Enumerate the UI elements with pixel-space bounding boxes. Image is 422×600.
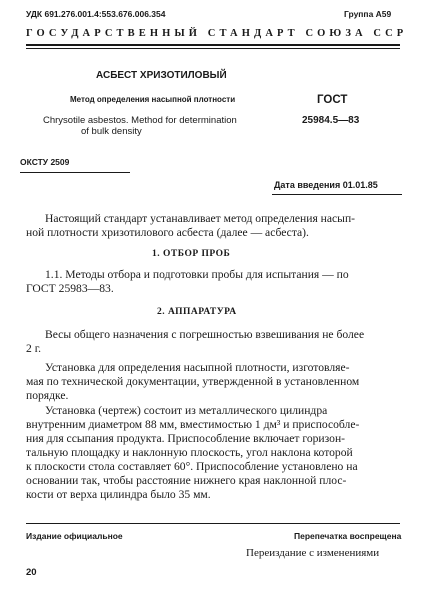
- udk-code: УДК 691.276.001.4:553.676.006.354: [26, 9, 166, 19]
- method-subtitle: Метод определения насыпной плотности: [70, 95, 236, 104]
- section2-line: мая по технической документации, утвержденной в установленном: [26, 375, 360, 388]
- effective-date: Дата введения 01.01.85: [274, 180, 378, 190]
- group-code: Группа А59: [344, 9, 392, 19]
- section2-line: основании так, чтобы расстояние нижнего края наклонной плос-: [26, 474, 347, 487]
- section2-line: порядке.: [26, 389, 69, 402]
- document-title: АСБЕСТ ХРИЗОТИЛОВЫЙ: [96, 70, 227, 81]
- page-number: 20: [26, 567, 37, 578]
- footer-rule: [26, 523, 400, 524]
- okstu-code: ОКСТУ 2509: [20, 157, 70, 167]
- section2-line: Весы общего назначения с погрешностью взвешивания не более: [45, 328, 365, 341]
- gost-number: 25984.5—83: [302, 115, 360, 126]
- section2-line: Установка (чертеж) состоит из металлического цилиндра: [45, 404, 328, 417]
- reissue-label: Переиздание с изменениями: [246, 547, 380, 559]
- effective-date-rule: [272, 194, 402, 195]
- section2-line: кости от верха цилиндра было 35 мм.: [26, 488, 211, 501]
- header-rule-thick: [26, 44, 400, 46]
- section2-line: 2 г.: [26, 342, 42, 355]
- section2-heading: 2. АППАРАТУРА: [157, 307, 237, 317]
- okstu-rule: [20, 172, 130, 173]
- reprint-prohibited-label: Перепечатка воспрещена: [294, 531, 402, 541]
- english-title-line1: Chrysotile asbestos. Method for determination: [43, 115, 237, 126]
- section1-clause-line2: ГОСТ 25983—83.: [26, 282, 114, 295]
- section2-line: к плоскости стола составляет 60°. Приспособление установлено на: [26, 460, 358, 473]
- english-title-line2: of bulk density: [81, 126, 142, 137]
- official-edition-label: Издание официальное: [26, 531, 123, 541]
- header-rule-thin: [26, 48, 400, 49]
- section2-line: тальную площадку и наклонную плоскость, угол наклона которой: [26, 446, 353, 459]
- section2-line: ния для ссыпания продукта. Приспособление включает горизон-: [26, 432, 346, 445]
- section2-line: Установка для определения насыпной плотности, изготовляе-: [45, 361, 350, 374]
- gost-label: ГОСТ: [317, 94, 348, 106]
- intro-line1: Настоящий стандарт устанавливает метод определения насып-: [45, 212, 356, 225]
- section2-line: внутренним диаметром 88 мм, вместимостью 1 дм³ и приспособле-: [26, 418, 360, 431]
- section1-clause-line1: 1.1. Методы отбора и подготовки пробы для испытания — по: [45, 268, 349, 281]
- section1-heading: 1. ОТБОР ПРОБ: [152, 249, 231, 259]
- state-standard-banner: ГОСУДАРСТВЕННЫЙ СТАНДАРТ СОЮЗА ССР: [26, 28, 408, 39]
- intro-line2: ной плотности хризотилового асбеста (далее — асбеста).: [26, 226, 309, 239]
